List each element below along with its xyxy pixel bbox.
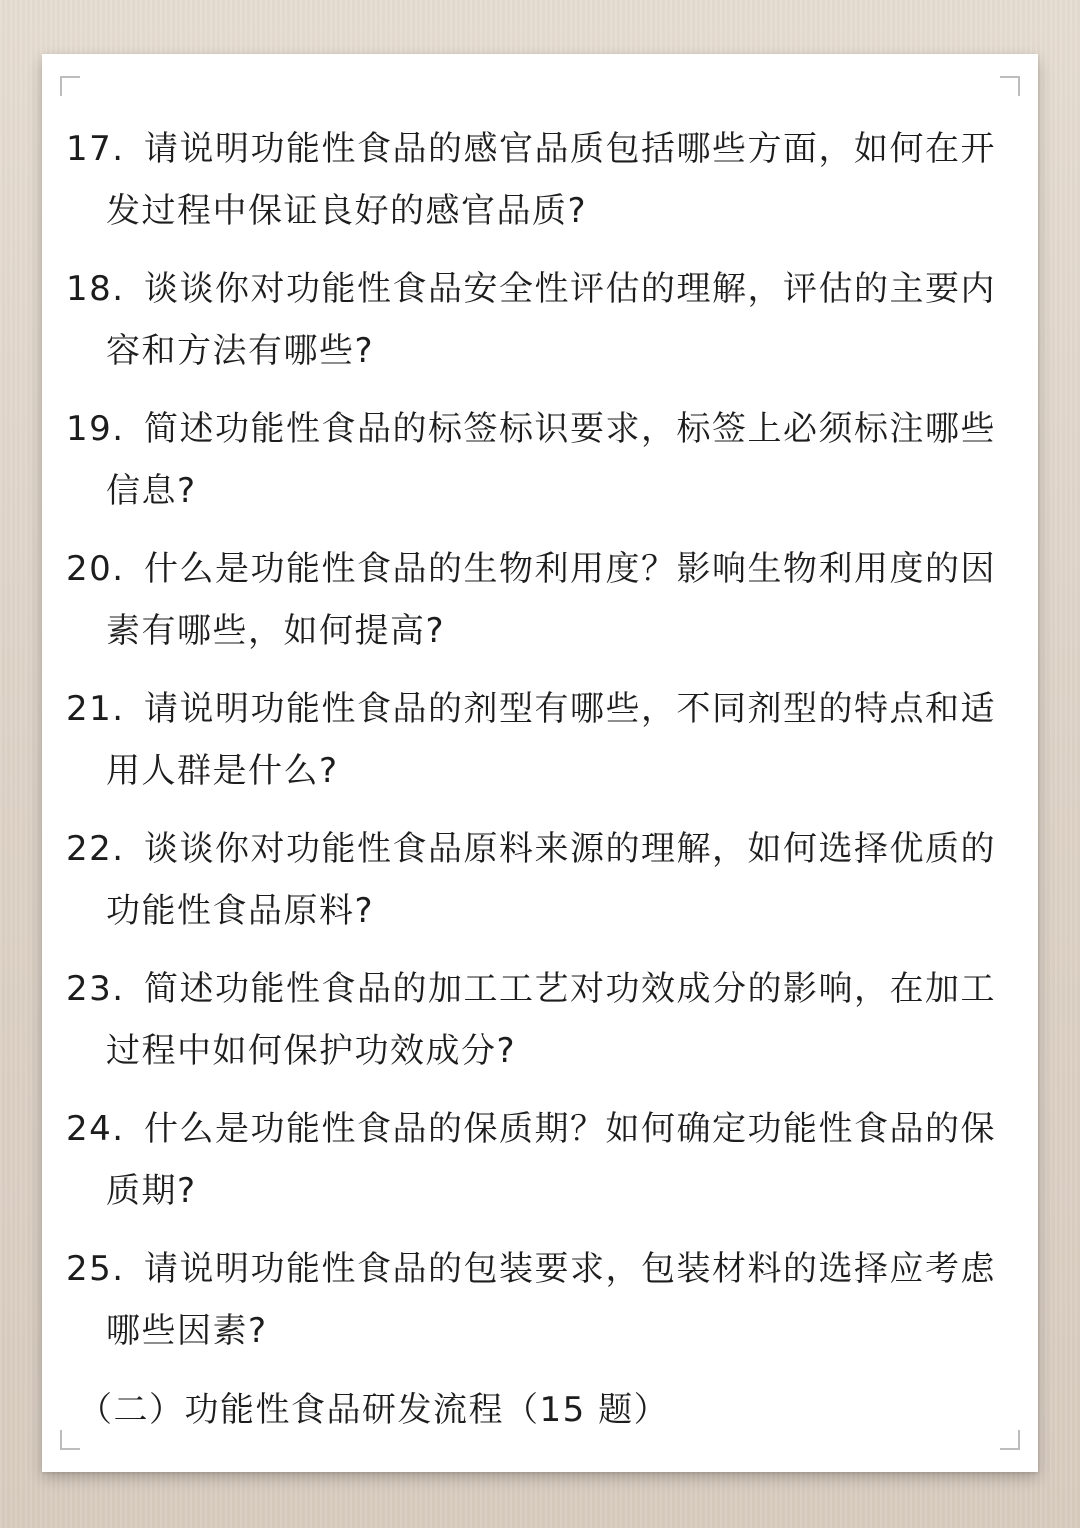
question-number: 25.: [66, 1249, 125, 1289]
corner-mark-top-right: [1000, 76, 1020, 96]
question-text: 简述功能性食品的加工工艺对功效成分的影响，在加工过程中如何保护功效成分?: [106, 969, 996, 1071]
question-text: 谈谈你对功能性食品安全性评估的理解，评估的主要内容和方法有哪些?: [106, 269, 996, 371]
question-text: 简述功能性食品的标签标识要求，标签上必须标注哪些信息?: [106, 409, 996, 511]
question-item-20: [66, 538, 1018, 662]
question-text: 什么是功能性食品的生物利用度？影响生物利用度的因素有哪些，如何提高?: [106, 549, 996, 651]
question-number: 19.: [66, 409, 125, 449]
corner-mark-top-left: [60, 76, 80, 96]
question-list: [66, 118, 1018, 1378]
question-text: 请说明功能性食品的剂型有哪些，不同剂型的特点和适用人群是什么?: [106, 689, 996, 791]
question-item-25: [66, 1238, 1018, 1362]
question-number: 21.: [66, 689, 125, 729]
question-item-18: [66, 258, 1018, 382]
question-number: 22.: [66, 829, 125, 869]
section-heading: （二）功能性食品研发流程（15 题）: [78, 1390, 670, 1430]
question-text: 请说明功能性食品的包装要求，包装材料的选择应考虑哪些因素?: [106, 1249, 996, 1351]
question-number: 20.: [66, 549, 125, 589]
question-text: 谈谈你对功能性食品原料来源的理解，如何选择优质的功能性食品原料?: [106, 829, 996, 931]
question-item-17: [66, 118, 1018, 242]
question-number: 17.: [66, 129, 125, 169]
corner-mark-bottom-left: [60, 1430, 80, 1450]
question-item-23: [66, 958, 1018, 1082]
question-number: 18.: [66, 269, 125, 309]
question-item-21: [66, 678, 1018, 802]
question-item-22: [66, 818, 1018, 942]
question-item-19: [66, 398, 1018, 522]
corner-mark-bottom-right: [1000, 1430, 1020, 1450]
question-text: 请说明功能性食品的感官品质包括哪些方面，如何在开发过程中保证良好的感官品质?: [106, 129, 996, 231]
question-number: 23.: [66, 969, 125, 1009]
question-number: 24.: [66, 1109, 125, 1149]
question-text: 什么是功能性食品的保质期？如何确定功能性食品的保质期?: [106, 1109, 996, 1211]
question-item-24: [66, 1098, 1018, 1222]
